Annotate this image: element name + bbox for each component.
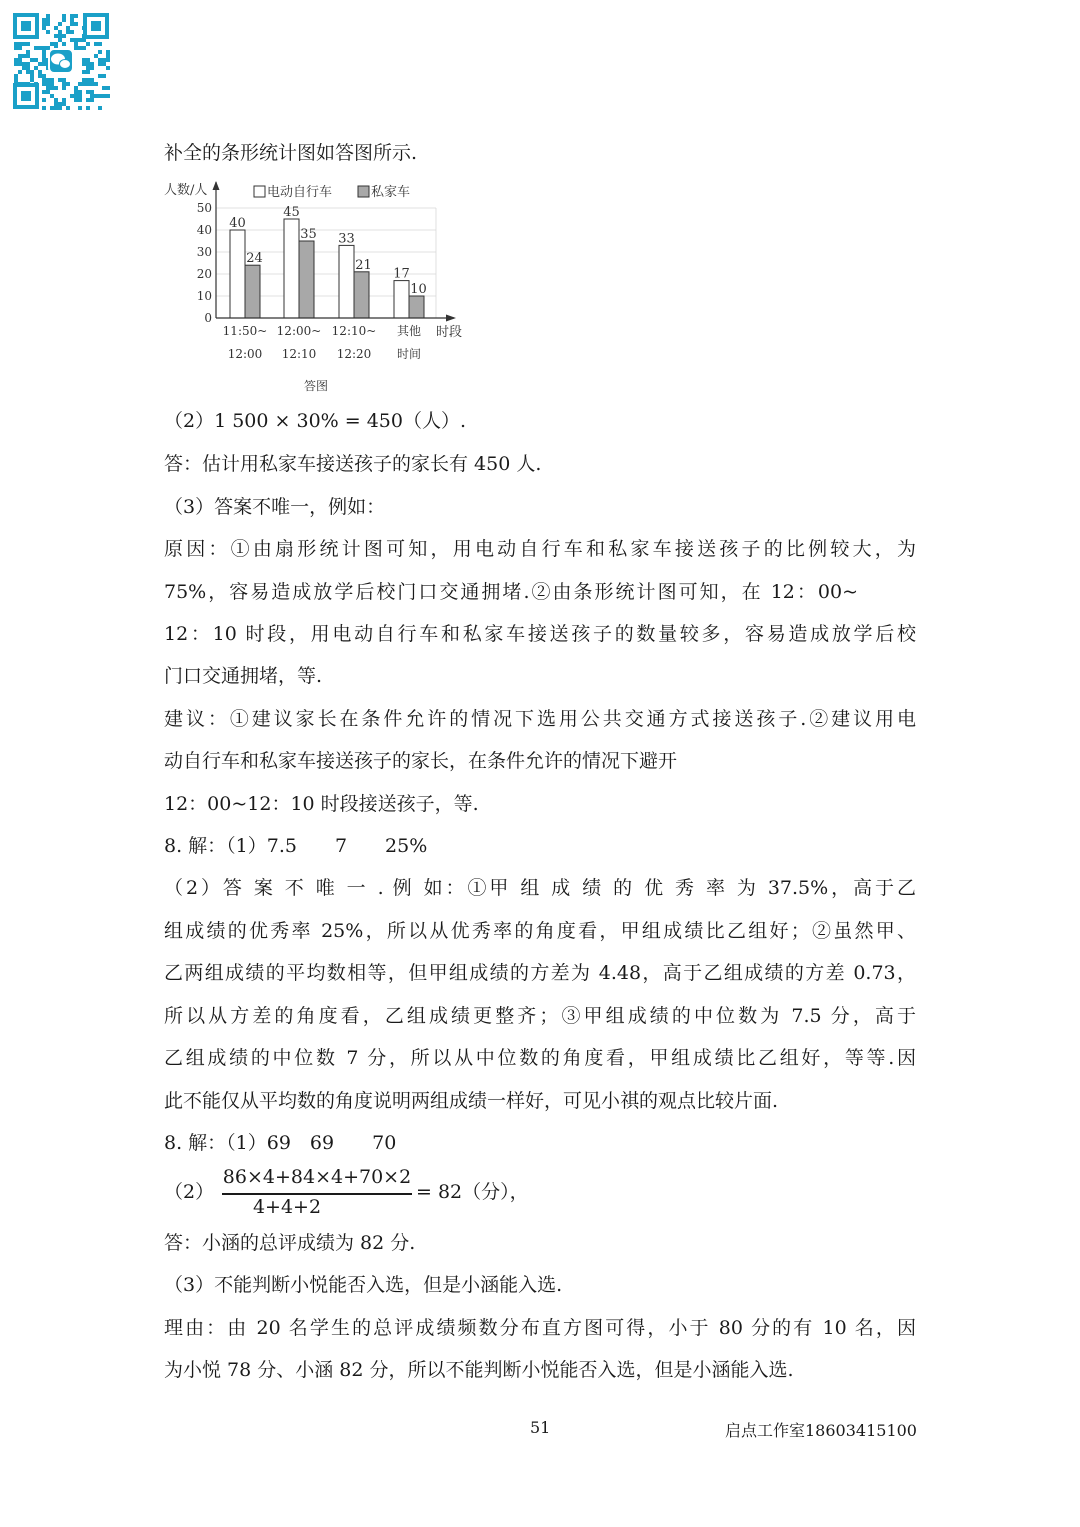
page-number: 51 — [530, 1418, 551, 1437]
bar — [284, 219, 299, 318]
studio-contact: 启点工作室18603415100 — [725, 1421, 917, 1440]
y-axis-label: 人数/人 — [164, 183, 208, 198]
bar — [409, 296, 424, 318]
text-line: 答：小涵的总评成绩为 82 分. — [164, 1232, 416, 1254]
bar — [230, 230, 245, 318]
bar — [245, 265, 260, 318]
text-line: 答：估计用私家车接送孩子的家长有 450 人. — [164, 453, 542, 475]
fraction-bar — [222, 1193, 412, 1195]
text-line: 补全的条形统计图如答图所示. — [164, 142, 418, 164]
text-line: （2）1 500 × 30% = 450（人）. — [164, 410, 467, 432]
text-line: 理由：由 20 名学生的总评成绩频数分布直方图可得，小于 80 分的有 10 名，因 — [164, 1317, 916, 1339]
legend-label: 电动自行车 — [267, 185, 333, 200]
bar — [354, 272, 369, 318]
x-axis-arrow — [446, 315, 456, 322]
text-line: 建议：①建议家长在条件允许的情况下选用公共交通方式接送孩子.②建议用电 — [164, 708, 916, 730]
legend-label: 私家车 — [371, 185, 411, 200]
text-line: 75%，容易造成放学后校门口交通拥堵.②由条形统计图可知，在 12：00~ — [164, 581, 858, 603]
text-line: 原因：①由扇形统计图可知，用电动自行车和私家车接送孩子的比例较大，为 — [164, 538, 916, 560]
text-line: （3）答案不唯一，例如： — [164, 496, 386, 518]
y-tick-label: 10 — [196, 289, 212, 303]
x-tick-label: 12:20 — [336, 347, 372, 361]
x-axis-label: 时段 — [436, 325, 463, 340]
bar-value-label: 10 — [410, 282, 427, 297]
x-tick-label: 12:00~ — [276, 324, 322, 338]
x-tick-label: 时间 — [396, 347, 422, 361]
x-tick-label: 12:10~ — [331, 324, 377, 338]
text-line: = 82（分）， — [416, 1181, 529, 1203]
text-line: 12：10 时段，用电动自行车和私家车接送孩子的数量较多，容易造成放学后校 — [164, 623, 916, 645]
text-line: 12：00~12：10 时段接送孩子，等. — [164, 793, 479, 815]
text-line: （2）答 案 不 唯 一 . 例 如：①甲 组 成 绩 的 优 秀 率 为 37.5%，高于乙 — [164, 877, 916, 899]
x-tick-label: 12:10 — [281, 347, 317, 361]
text-line: （2） — [164, 1181, 215, 1203]
text-line: 8. 解：（1）7.5 7 25% — [164, 835, 428, 857]
y-tick-label: 20 — [196, 267, 212, 281]
text-line: 8. 解：（1）69 69 70 — [164, 1132, 397, 1154]
text-line: （3）不能判断小悦能否入选，但是小涵能入选. — [164, 1274, 563, 1296]
y-tick-label: 0 — [204, 311, 212, 325]
chart-caption: 答图 — [304, 379, 329, 393]
text-line: 为小悦 78 分、小涵 82 分，所以不能判断小悦能否入选，但是小涵能入选. — [164, 1359, 794, 1381]
bar-value-label: 40 — [229, 216, 246, 231]
legend-swatch — [254, 186, 265, 197]
bar-value-label: 33 — [338, 231, 355, 247]
text-line: 乙两组成绩的平均数相等，但甲组成绩的方差为 4.48，高于乙组成绩的方差 0.73， — [164, 962, 916, 984]
text-line: 动自行车和私家车接送孩子的家长，在条件允许的情况下避开 — [164, 750, 678, 772]
qr-code-icon — [12, 12, 110, 110]
text-line: 组成绩的优秀率 25%，所以从优秀率的角度看，甲组成绩比乙组好；②虽然甲、 — [164, 920, 916, 942]
bar-value-label: 45 — [283, 205, 300, 220]
x-tick-label: 11:50~ — [222, 324, 268, 338]
y-tick-label: 30 — [196, 245, 212, 259]
bar-value-label: 21 — [355, 257, 372, 273]
bar — [299, 241, 314, 318]
bar-chart — [164, 176, 474, 396]
x-tick-label: 12:00 — [227, 347, 263, 361]
bar-value-label: 24 — [246, 251, 263, 267]
y-axis-arrow — [213, 181, 220, 190]
bar — [394, 281, 409, 318]
legend-swatch — [358, 186, 369, 197]
bar-value-label: 35 — [300, 227, 317, 242]
text-line: 门口交通拥堵，等. — [164, 665, 323, 687]
chart-legend — [254, 184, 410, 200]
y-tick-label: 40 — [196, 223, 212, 237]
text-line: 此不能仅从平均数的角度说明两组成绩一样好，可见小祺的观点比较片面. — [164, 1090, 779, 1112]
x-tick-label: 其他 — [396, 324, 422, 338]
text-line: 乙组成绩的中位数 7 分，所以从中位数的角度看，甲组成绩比乙组好，等等.因 — [164, 1047, 916, 1069]
fraction-numerator: 86×4+84×4+70×2 — [222, 1166, 412, 1188]
y-tick-label: 50 — [196, 201, 212, 215]
bar — [339, 245, 354, 318]
text-line: 所以从方差的角度看，乙组成绩更整齐；③甲组成绩的中位数为 7.5 分，高于 — [164, 1005, 916, 1027]
bar-value-label: 17 — [393, 266, 410, 282]
fraction — [222, 1166, 412, 1222]
fraction-denominator: 4+4+2 — [252, 1196, 322, 1218]
